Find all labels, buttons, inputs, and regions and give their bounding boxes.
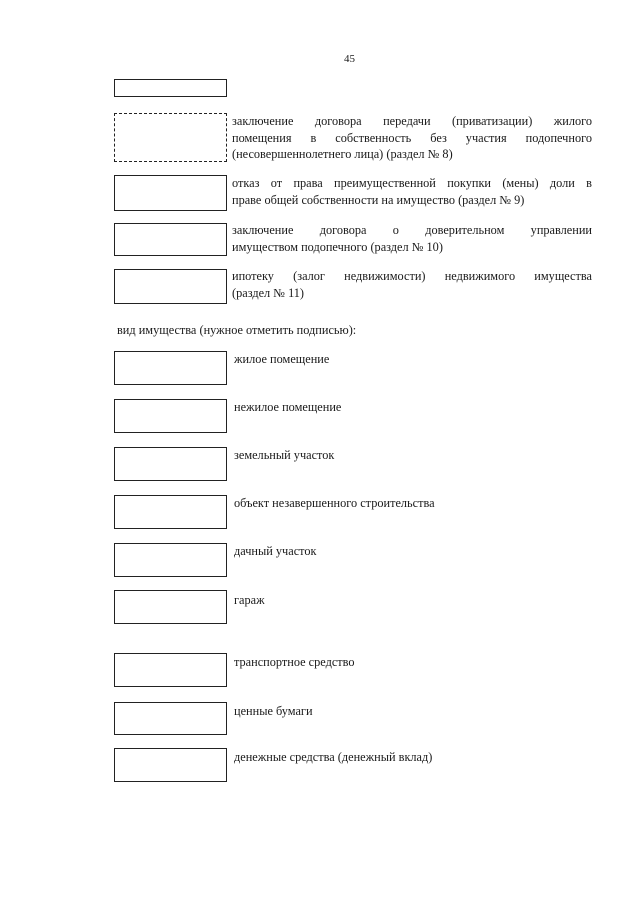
- transaction-checkbox-4[interactable]: [114, 269, 227, 304]
- property-label-7: ценные бумаги: [234, 704, 313, 718]
- property-checkbox-2[interactable]: [114, 447, 227, 481]
- property-label-6: транспортное средство: [234, 655, 355, 669]
- transaction-checkbox-0[interactable]: [114, 79, 227, 97]
- property-label-0: жилое помещение: [234, 352, 330, 366]
- transaction-checkbox-3[interactable]: [114, 223, 227, 256]
- property-checkbox-3[interactable]: [114, 495, 227, 529]
- property-checkbox-8[interactable]: [114, 748, 227, 782]
- property-label-4: дачный участок: [234, 544, 317, 558]
- property-heading: вид имущества (нужное отметить подписью):: [117, 323, 357, 337]
- property-checkbox-0[interactable]: [114, 351, 227, 385]
- transaction-label-4: ипотеку (залог недвижимости) недвижимого имущества (раздел № 11): [232, 269, 592, 300]
- property-checkbox-5[interactable]: [114, 590, 227, 624]
- property-checkbox-6[interactable]: [114, 653, 227, 687]
- transaction-label-2: отказ от права преимущественной покупки (мены) доли в праве общей собственности на имущество (раздел № 9): [232, 176, 592, 207]
- property-label-3: объект незавершенного строительства: [234, 496, 435, 510]
- property-label-1: нежилое помещение: [234, 400, 342, 414]
- transaction-checkbox-2[interactable]: [114, 175, 227, 211]
- page-number: 45: [344, 53, 355, 65]
- property-checkbox-1[interactable]: [114, 399, 227, 433]
- property-checkbox-7[interactable]: [114, 702, 227, 735]
- transaction-label-3: заключение договора о доверительном управлении имуществом подопечного (раздел № 10): [232, 223, 592, 254]
- property-label-8: денежные средства (денежный вклад): [234, 750, 433, 764]
- transaction-label-1: заключение договора передачи (приватизации) жилого помещения в собственность без участия подопечного (несовершеннолетнего лица) (раздел № 8): [232, 114, 592, 161]
- property-checkbox-4[interactable]: [114, 543, 227, 577]
- transaction-checkbox-1[interactable]: [114, 113, 227, 162]
- property-label-5: гараж: [234, 593, 265, 607]
- property-label-2: земельный участок: [234, 448, 335, 462]
